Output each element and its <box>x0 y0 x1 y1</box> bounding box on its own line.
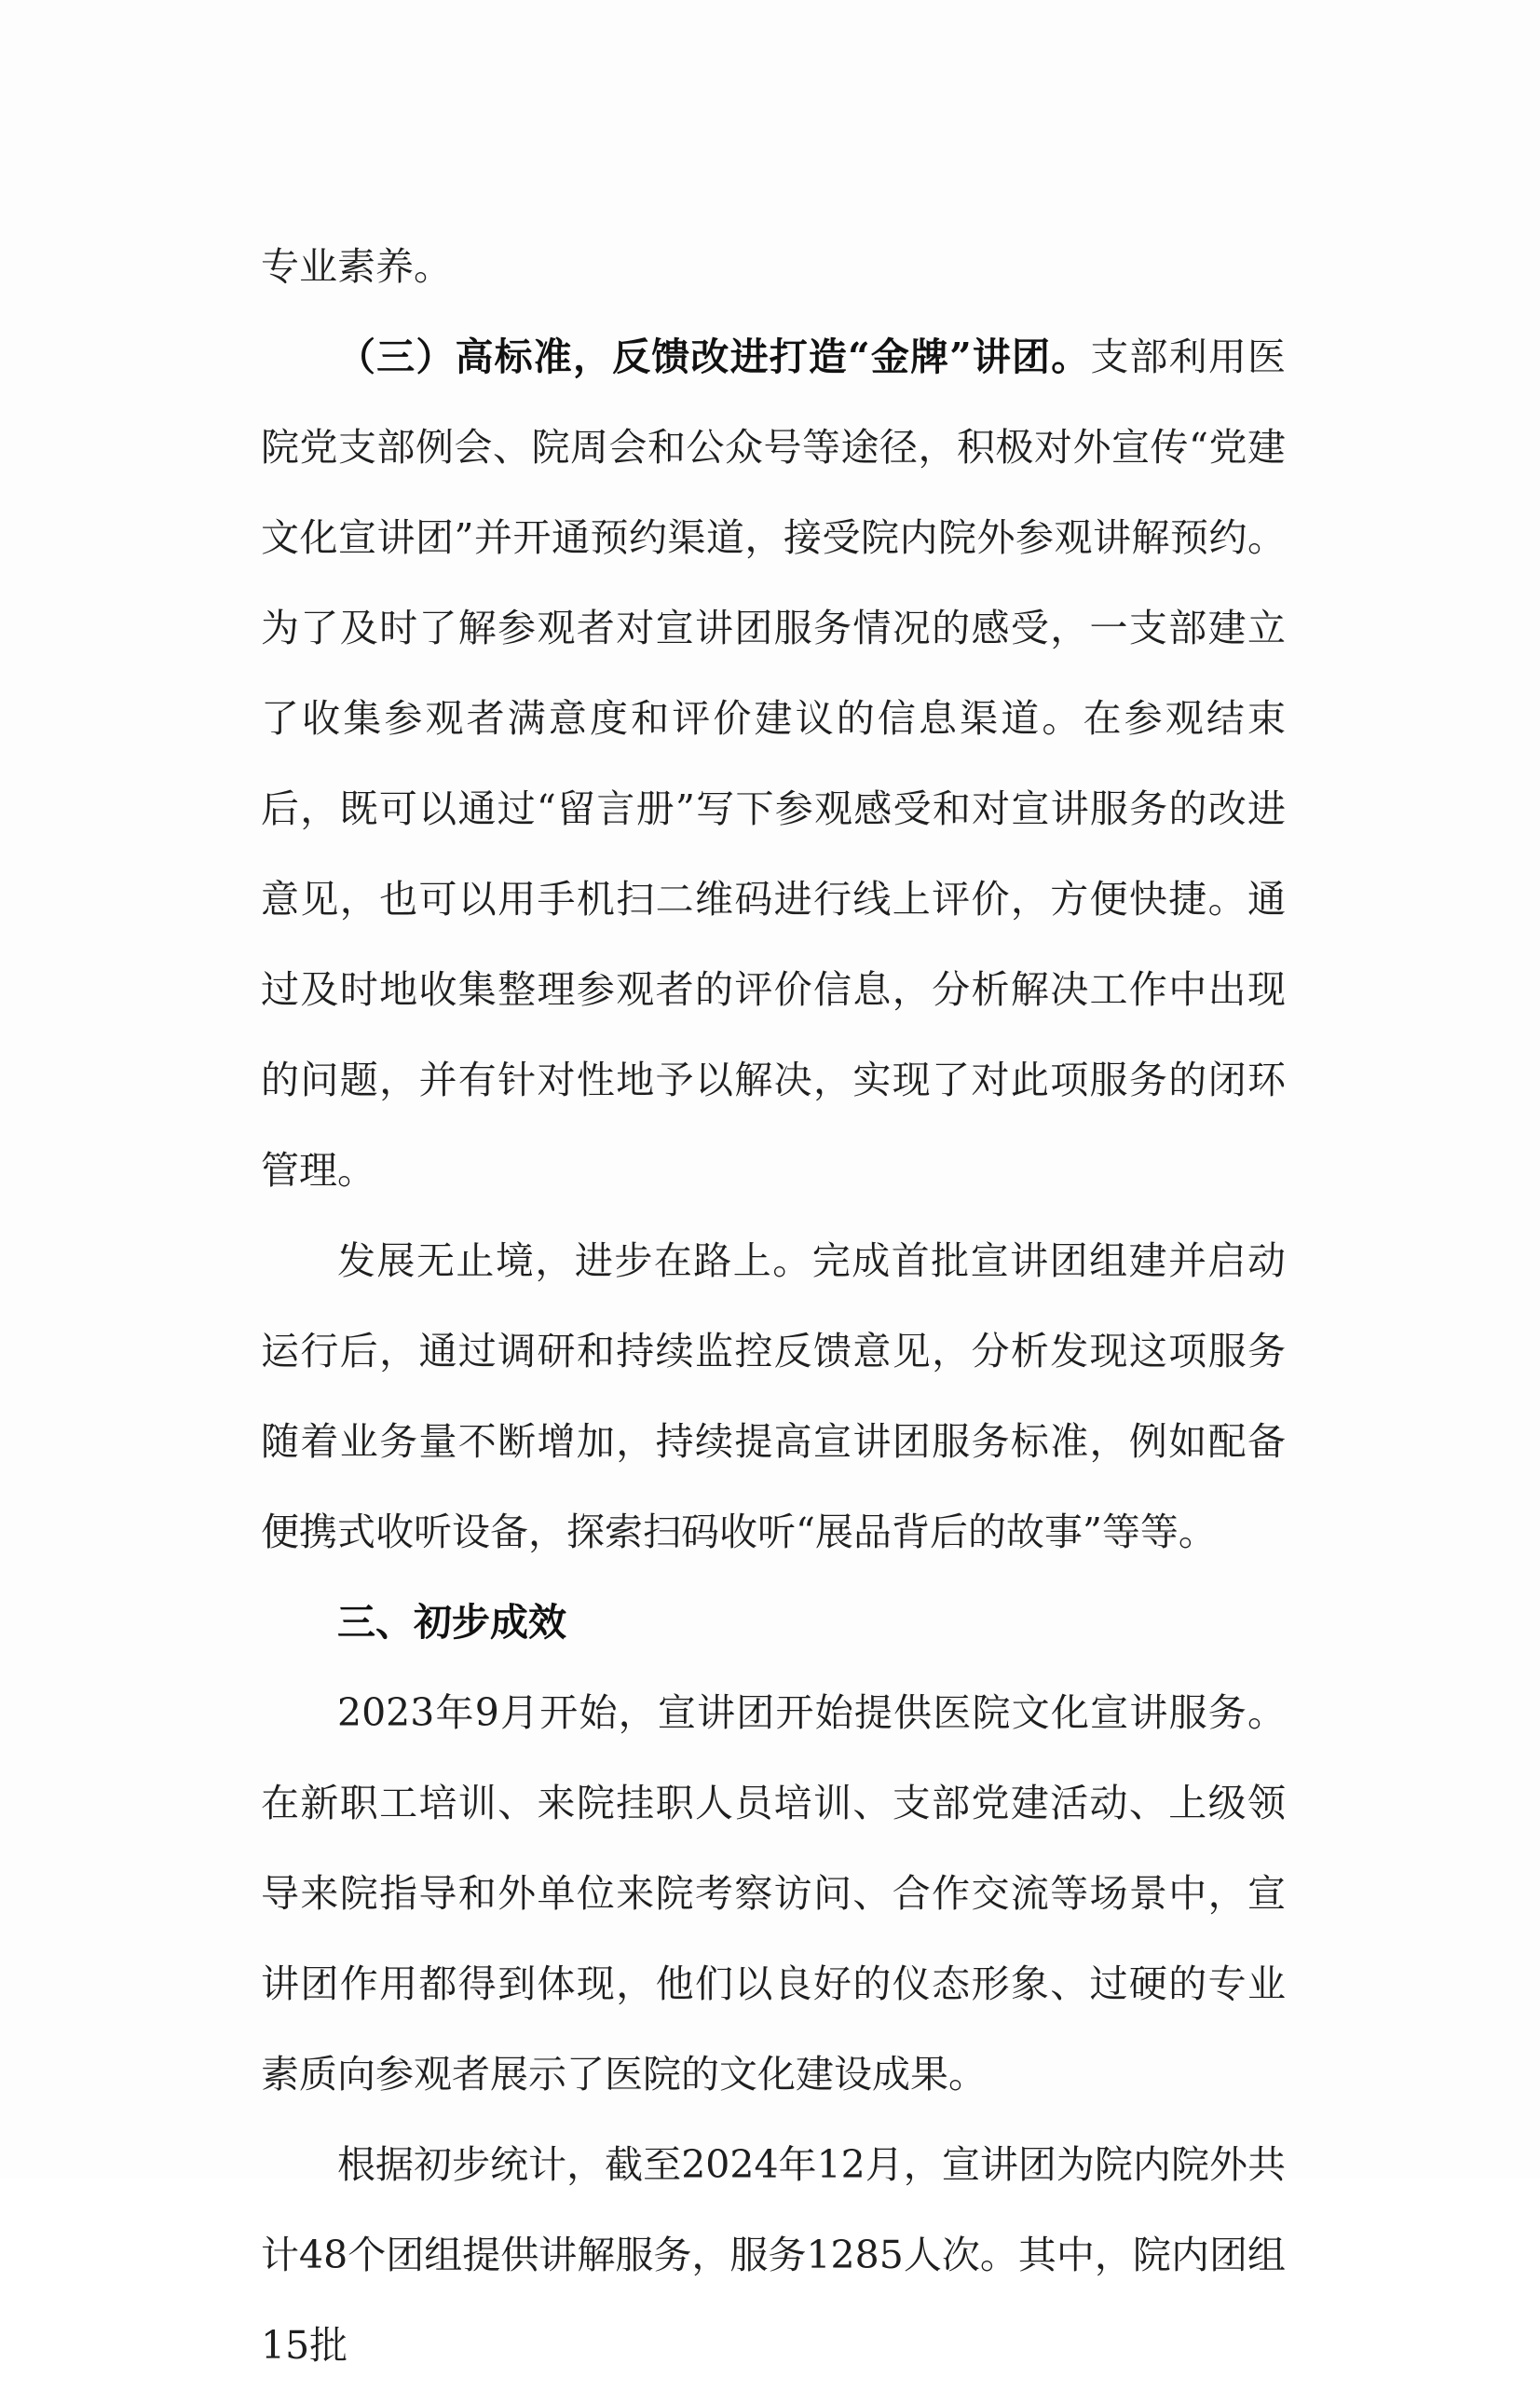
paragraph-start-service <box>261 1668 1286 2120</box>
document-body <box>261 222 1286 2391</box>
paragraph-text: 发展无止境，进步在路上。完成首批宣讲团组建并启动运行后，通过调研和持续监控反馈意见，分析发现这项服务随着业务量不断增加，持续提高宣讲团服务标准，例如配备便携式收听设备，探索扫码收听“展品背后的故事”等等。 <box>261 1238 1286 1554</box>
paragraph-bold-lead: （三）高标准，反馈改进打造“金牌”讲团。 <box>337 335 1091 379</box>
paragraph-development <box>261 1216 1286 1578</box>
paragraph-text: 专业素养。 <box>261 244 452 289</box>
paragraph-text: 2023年9月开始，宣讲团开始提供医院文化宣讲服务。在新职工培训、来院挂职人员培训、支部党建活动、上级领导来院指导和外单位来院考察访问、合作交流等场景中，宣讲团作用都得到体现，他们以良好的仪态形象、过硬的专业素质向参观者展示了医院的文化建设成果。 <box>261 1690 1286 2097</box>
paragraph-text: 根据初步统计，截至2024年12月，宣讲团为院内院外共计48个团组提供讲解服务，服务1285人次。其中，院内团组15批 <box>261 2142 1286 2368</box>
paragraph-section-three <box>261 312 1286 1216</box>
section-heading: 三、初步成效 <box>337 1600 566 1645</box>
paragraph-continuation <box>261 222 1286 312</box>
paragraph-statistics <box>261 2120 1286 2391</box>
paragraph-text: 支部利用医院党支部例会、院周会和公众号等途径，积极对外宣传“党建文化宣讲团”并开通预约渠道，接受院内院外参观讲解预约。为了及时了解参观者对宣讲团服务情况的感受，一支部建立了收集参观者满意度和评价建议的信息渠道。在参观结束后，既可以通过“留言册”写下参观感受和对宣讲服务的改进意见，也可以用手机扫二维码进行线上评价，方便快捷。通过及时地收集整理参观者的评价信息，分析解决工作中出现的问题，并有针对性地予以解决，实现了对此项服务的闭环管理。 <box>261 335 1286 1193</box>
